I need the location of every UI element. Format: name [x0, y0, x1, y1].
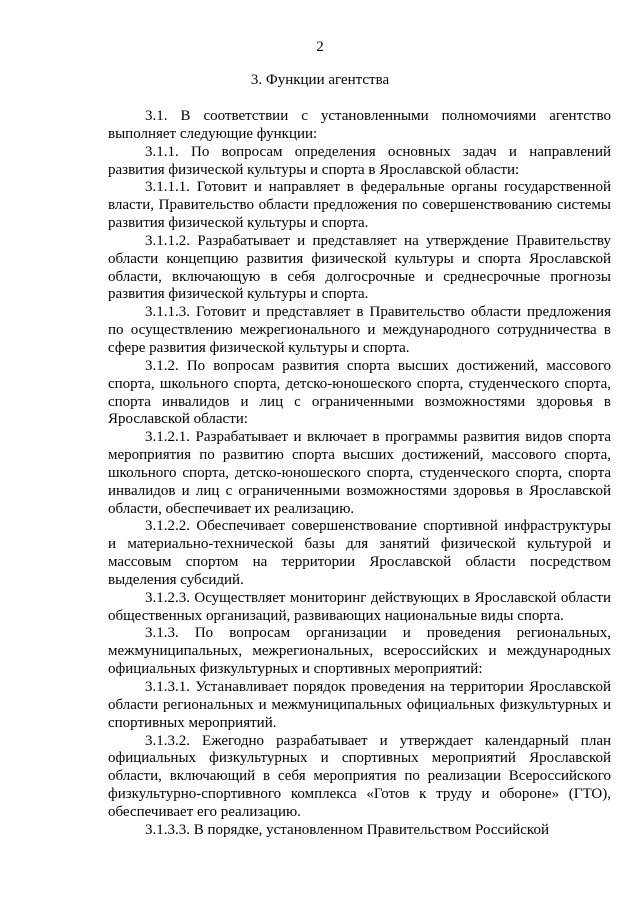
paragraph-3-1-3-1: 3.1.3.1. Устанавливает порядок проведения на территории Ярославской области региональных и межмуниципальных официальных физкультурных и спортивных мероприятий. — [108, 679, 611, 731]
paragraph-3-1-3-3: 3.1.3.3. В порядке, установленном Правительством Российской — [145, 821, 549, 838]
paragraph-3-1-2-1: 3.1.2.1. Разрабатывает и включает в программы развития видов спорта мероприятия по развитию спорта высших достижений, массового спорта, школьного спорта, детско-юношеского спорта, студенческого спорта, спорта инвалидов и лиц с ограниченными возможностями здоровья в Ярославской области, обеспечивает их реализацию. — [108, 429, 611, 517]
page-number: 2 — [316, 39, 324, 55]
paragraph-3-1-1-3: 3.1.1.3. Готовит и представляет в Правительство области предложения по осуществлению межрегионального и международного сотрудничества в сфере развития физической культуры и спорта. — [108, 304, 611, 356]
paragraph-3-1-1: 3.1.1. По вопросам определения основных задач и направлений развития физической культуры и спорта в Ярославской области: — [108, 143, 611, 178]
paragraph-3-1-2-3: 3.1.2.3. Осуществляет мониторинг действующих в Ярославской области общественных организаций, развивающих национальные виды спорта. — [108, 589, 611, 624]
paragraph-3-1-3-2: 3.1.3.2. Ежегодно разрабатывает и утверждает календарный план официальных физкультурных и спортивных мероприятий Ярославской области, включающий в себя мероприятия по реализации Всероссийского физкультурно-спортивного комплекса «Готов к труду и обороне» (ГТО), обеспечивает его реализацию. — [108, 732, 611, 820]
paragraph-3-1-1-2: 3.1.1.2. Разрабатывает и представляет на утверждение Правительству области концепцию развития физической культуры и спорта Ярославской области, включающую в себя долгосрочные и среднесрочные прогнозы развития физической культуры и спорта. — [108, 232, 611, 303]
document-body — [108, 108, 611, 840]
section-title: 3. Функции агентства — [250, 72, 390, 88]
paragraph-3-1: 3.1. В соответствии с установленными полномочиями агентство выполняет следующие функции: — [108, 108, 611, 142]
paragraph-3-1-3: 3.1.3. По вопросам организации и проведения региональных, межмуниципальных, межрегиональных, всероссийских и международных официальных физкультурных и спортивных мероприятий: — [108, 625, 611, 678]
paragraph-3-1-2-2: 3.1.2.2. Обеспечивает совершенствование спортивной инфраструктуры и материально-технической базы для занятий физической культурой и массовым спортом на территории Ярославской области посредством выделения субсидий. — [108, 518, 611, 588]
paragraph-3-1-2: 3.1.2. По вопросам развития спорта высших достижений, массового спорта, школьного спорта, детско-юношеского спорта, студенческого спорта, спорта инвалидов и лиц с ограниченными возможностями здоровья в Ярославской области: — [108, 357, 611, 428]
paragraph-3-1-1-1: 3.1.1.1. Готовит и направляет в федеральные органы государственной власти, Правительство области предложения по совершенствованию системы развития физической культуры и спорта. — [108, 179, 611, 232]
